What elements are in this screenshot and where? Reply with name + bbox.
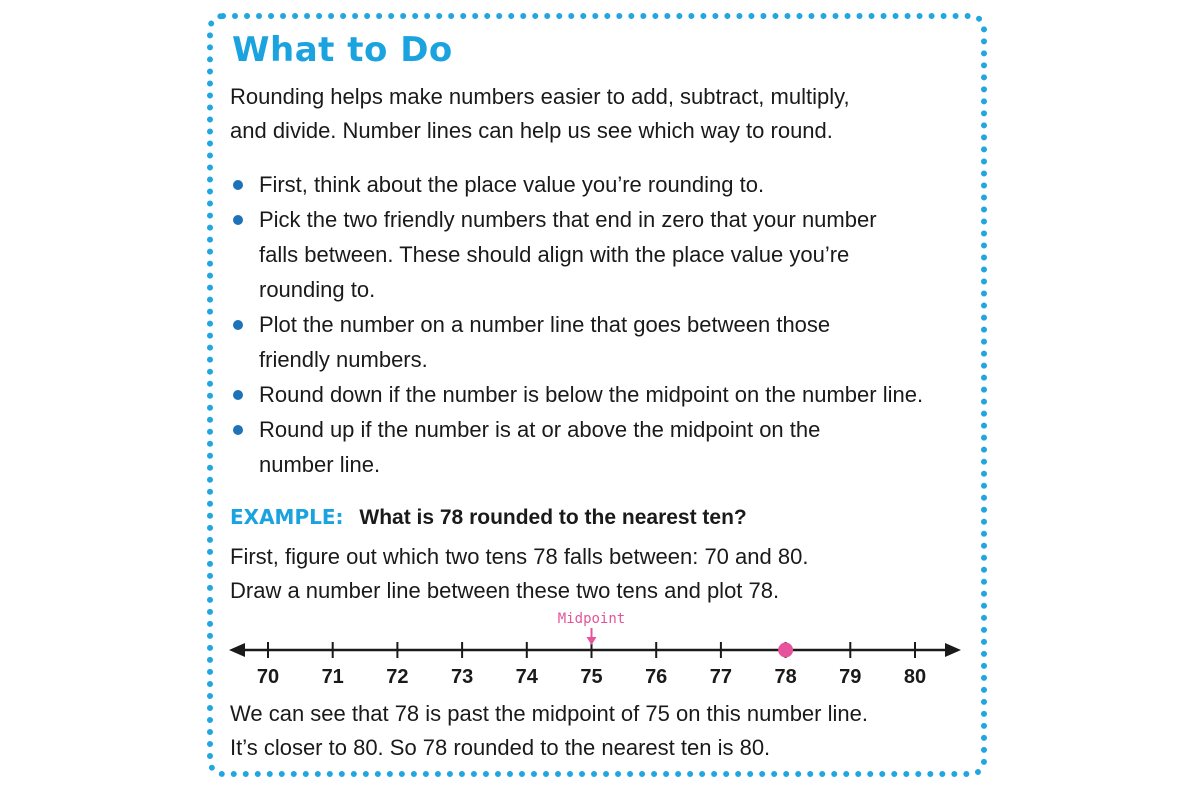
plotted-point <box>778 643 793 658</box>
intro-line: and divide. Number lines can help us see which way to round. <box>230 118 833 143</box>
list-item-text: First, think about the place value you’re rounding to. <box>259 172 765 197</box>
list-item-text: friendly numbers. <box>259 347 428 372</box>
tick-label: 72 <box>386 666 409 688</box>
bullet-dot-icon <box>233 320 243 330</box>
conclusion-line: It’s closer to 80. So 78 rounded to the nearest ten is 80. <box>230 735 771 760</box>
right-arrow-icon <box>945 643 961 657</box>
number-line <box>225 605 965 695</box>
example-step: Draw a number line between these two tens and plot 78. <box>230 578 780 603</box>
section-title: What to Do <box>232 30 453 70</box>
tick-label: 76 <box>645 666 668 688</box>
example-question: What is 78 rounded to the nearest ten? <box>359 506 747 529</box>
conclusion-paragraph <box>230 697 868 765</box>
tick-label: 77 <box>709 666 733 688</box>
list-item <box>230 412 923 482</box>
midpoint-label: Midpoint <box>557 611 626 627</box>
bullet-dot-icon <box>233 390 243 400</box>
list-item <box>230 202 923 307</box>
left-arrow-icon <box>229 643 245 657</box>
list-item-text: Pick the two friendly numbers that end in zero that your number <box>259 207 877 232</box>
example-steps <box>230 540 808 608</box>
tick-label: 74 <box>515 666 538 688</box>
list-item-text: rounding to. <box>259 277 376 302</box>
bullet-dot-icon <box>233 425 243 435</box>
tick-label: 79 <box>839 666 862 688</box>
list-item <box>230 307 923 377</box>
steps-list <box>230 167 923 482</box>
tick-label: 75 <box>580 666 603 688</box>
list-item-text: Round up if the number is at or above the midpoint on the <box>259 417 821 442</box>
midpoint-arrow-icon <box>587 628 597 645</box>
tick-label: 71 <box>321 666 344 688</box>
example-label: EXAMPLE: <box>230 505 344 529</box>
intro-paragraph <box>230 80 850 148</box>
list-item-text: Plot the number on a number line that goes between those <box>259 312 831 337</box>
list-item-text: Round down if the number is below the midpoint on the number line. <box>259 382 924 407</box>
bullet-dot-icon <box>233 215 243 225</box>
list-item <box>230 167 923 202</box>
example-heading <box>230 505 747 530</box>
list-item-text: number line. <box>259 452 381 477</box>
list-item-text: falls between. These should align with the place value you’re <box>259 242 850 267</box>
example-step: First, figure out which two tens 78 falls between: 70 and 80. <box>230 544 809 569</box>
conclusion-line: We can see that 78 is past the midpoint of 75 on this number line. <box>230 701 868 726</box>
tick-label: 80 <box>903 666 927 688</box>
bullet-dot-icon <box>233 180 243 190</box>
midpoint-arrow-head <box>587 637 597 645</box>
tick-label: 73 <box>450 666 474 688</box>
list-item <box>230 377 923 412</box>
tick-label: 70 <box>256 666 280 688</box>
tick-label: 78 <box>774 666 797 688</box>
intro-line: Rounding helps make numbers easier to add, subtract, multiply, <box>230 84 850 109</box>
